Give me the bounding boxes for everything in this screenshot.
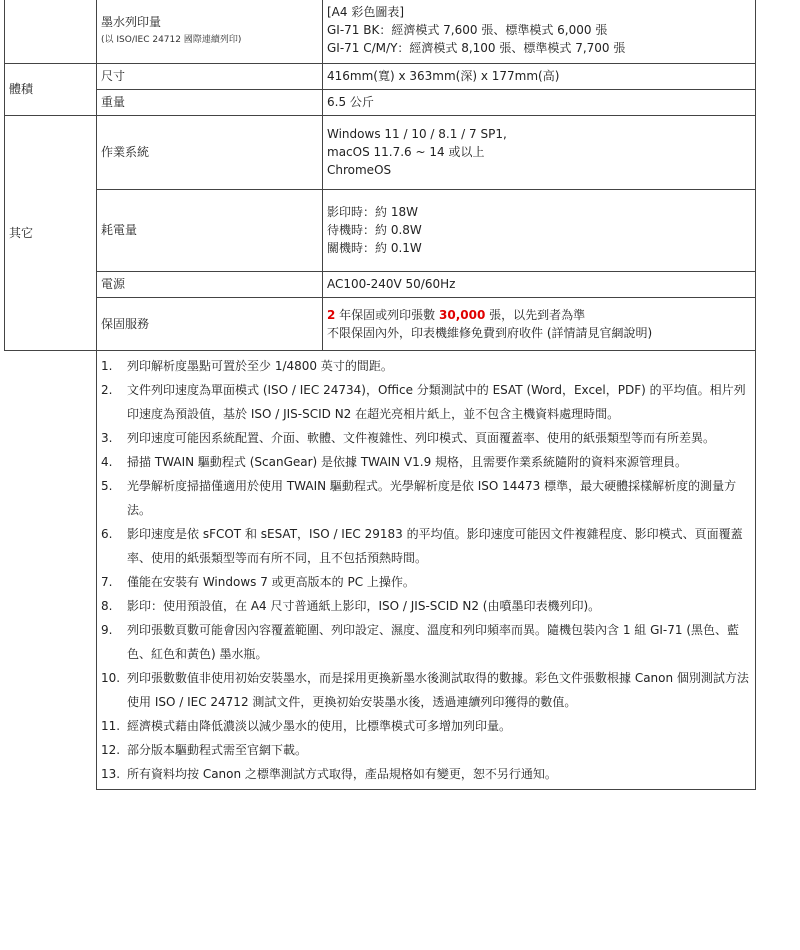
note-item xyxy=(101,570,751,594)
size-row xyxy=(5,63,756,89)
ink-value-cell xyxy=(323,0,756,63)
psu-row xyxy=(5,271,756,297)
psu-value: AC100-240V 50/60Hz xyxy=(323,271,756,297)
note-text: 影印速度是依 sFCOT 和 sESAT，ISO / IEC 29183 的平均值。影印速度可能因文件複雜程度、影印模式、頁面覆蓋率、使用的紙張類型等而有所不同，且不包括預熱時間。 xyxy=(127,526,743,565)
note-text: 影印：使用預設值，在 A4 尺寸普通紙上影印，ISO / JIS-SCID N2 (由噴墨印表機列印)。 xyxy=(127,598,601,613)
warranty-mid: 年保固或列印張數 xyxy=(335,307,439,322)
os-line-3: ChromeOS xyxy=(327,163,392,177)
note-item xyxy=(101,354,751,378)
note-number: 6. xyxy=(101,526,113,541)
note-item xyxy=(101,426,751,450)
weight-row xyxy=(5,89,756,115)
note-item xyxy=(101,522,751,570)
note-item xyxy=(101,618,751,666)
warranty-years: 2 xyxy=(327,307,336,322)
note-item xyxy=(101,474,751,522)
ink-line-2: GI-71 BK：經濟模式 7,600 張、標準模式 6,000 張 xyxy=(327,22,608,37)
note-number: 8. xyxy=(101,598,113,613)
notes-list xyxy=(101,354,751,786)
note-number: 3. xyxy=(101,430,113,445)
note-item xyxy=(101,738,751,762)
note-item xyxy=(101,450,751,474)
note-text: 列印張數數值非使用初始安裝墨水，而是採用更換新墨水後測試取得的數據。彩色文件張數根據 Canon 個別測試方法使用 ISO / IEC 24712 測試文件，更換初始安裝墨水後，透過連續列印獲得的數值。 xyxy=(127,670,749,709)
note-text: 掃描 TWAIN 驅動程式 (ScanGear) 是依據 TWAIN V1.9 規格，且需要作業系統隨附的資料來源管理員。 xyxy=(127,454,688,469)
note-item xyxy=(101,594,751,618)
os-line-1: Windows 11 / 10 / 8.1 / 7 SP1, xyxy=(327,127,507,141)
note-number: 11. xyxy=(101,718,121,733)
note-item xyxy=(101,378,751,426)
note-text: 所有資料均按 Canon 之標準測試方式取得，產品規格如有變更，恕不另行通知。 xyxy=(127,766,557,781)
spec-table xyxy=(4,0,756,790)
note-item xyxy=(101,762,751,786)
notes-spacer xyxy=(5,350,97,789)
note-number: 2. xyxy=(101,382,113,397)
note-text: 列印張數頁數可能會因內容覆蓋範圍、列印設定、濕度、溫度和列印頻率而異。隨機包裝內含 1 組 GI-71 (黑色、藍色、紅色和黃色) 墨水瓶。 xyxy=(127,622,740,661)
ink-line-3: GI-71 C/M/Y：經濟模式 8,100 張、標準模式 7,700 張 xyxy=(327,40,626,55)
volume-category: 體積 xyxy=(5,63,97,115)
os-label: 作業系統 xyxy=(97,115,323,189)
power-label: 耗電量 xyxy=(97,189,323,271)
note-number: 4. xyxy=(101,454,113,469)
warranty-pages: 30,000 xyxy=(439,307,486,322)
psu-label: 電源 xyxy=(97,271,323,297)
power-row xyxy=(5,189,756,271)
note-number: 5. xyxy=(101,478,113,493)
ink-row xyxy=(5,0,756,63)
ink-line-1: [A4 彩色圖表] xyxy=(327,4,405,19)
warranty-line-2: 不限保固內外，印表機維修免費到府收件 (詳情請見官網說明) xyxy=(327,325,653,340)
note-text: 列印速度可能因系統配置、介面、軟體、文件複雜性、列印模式、頁面覆蓋率、使用的紙張類型等而有所差異。 xyxy=(127,430,716,445)
other-category: 其它 xyxy=(5,115,97,350)
warranty-line-1 xyxy=(327,306,751,324)
warranty-value-cell xyxy=(323,297,756,350)
ink-label: 墨水列印量 xyxy=(101,15,162,30)
note-text: 部分版本驅動程式需至官網下載。 xyxy=(127,742,308,757)
note-text: 列印解析度墨點可置於至少 1/4800 英寸的間距。 xyxy=(127,358,393,373)
warranty-end: 張，以先到者為準 xyxy=(485,307,586,322)
ink-label-cell xyxy=(97,0,323,63)
os-value-cell xyxy=(323,115,756,189)
note-number: 13. xyxy=(101,766,121,781)
warranty-row xyxy=(5,297,756,350)
power-value-cell xyxy=(323,189,756,271)
notes-row xyxy=(5,350,756,789)
ink-category-cell xyxy=(5,0,97,63)
power-line-1: 影印時：約 18W xyxy=(327,205,418,219)
note-text: 光學解析度掃描僅適用於使用 TWAIN 驅動程式。光學解析度是依 ISO 14473 標準，最大硬體採樣解析度的測量方法。 xyxy=(127,478,737,517)
os-row xyxy=(5,115,756,189)
warranty-label: 保固服務 xyxy=(97,297,323,350)
notes-cell xyxy=(97,350,756,789)
os-line-2: macOS 11.7.6 ~ 14 或以上 xyxy=(327,145,485,159)
size-label: 尺寸 xyxy=(97,63,323,89)
note-number: 7. xyxy=(101,574,113,589)
power-line-2: 待機時：約 0.8W xyxy=(327,223,422,237)
note-text: 文件列印速度為單面模式 (ISO / IEC 24734)，Office 分類測試中的 ESAT (Word，Excel，PDF) 的平均值。相片列印速度為預設值，基於 ISO / JIS-SCID N2 在超光亮相片紙上，並不包含主機資料處理時間。 xyxy=(127,382,746,421)
weight-value: 6.5 公斤 xyxy=(323,89,756,115)
note-item xyxy=(101,666,751,714)
power-line-3: 關機時：約 0.1W xyxy=(327,241,422,255)
note-number: 10. xyxy=(101,670,121,685)
note-number: 9. xyxy=(101,622,113,637)
note-text: 僅能在安裝有 Windows 7 或更高版本的 PC 上操作。 xyxy=(127,574,415,589)
note-number: 12. xyxy=(101,742,121,757)
size-value: 416mm(寬) x 363mm(深) x 177mm(高) xyxy=(323,63,756,89)
note-number: 1. xyxy=(101,358,113,373)
weight-label: 重量 xyxy=(97,89,323,115)
note-text: 經濟模式藉由降低濃淡以減少墨水的使用，比標準模式可多增加列印量。 xyxy=(127,718,512,733)
note-item xyxy=(101,714,751,738)
ink-sublabel: (以 ISO/IEC 24712 國際連續列印) xyxy=(101,35,242,46)
